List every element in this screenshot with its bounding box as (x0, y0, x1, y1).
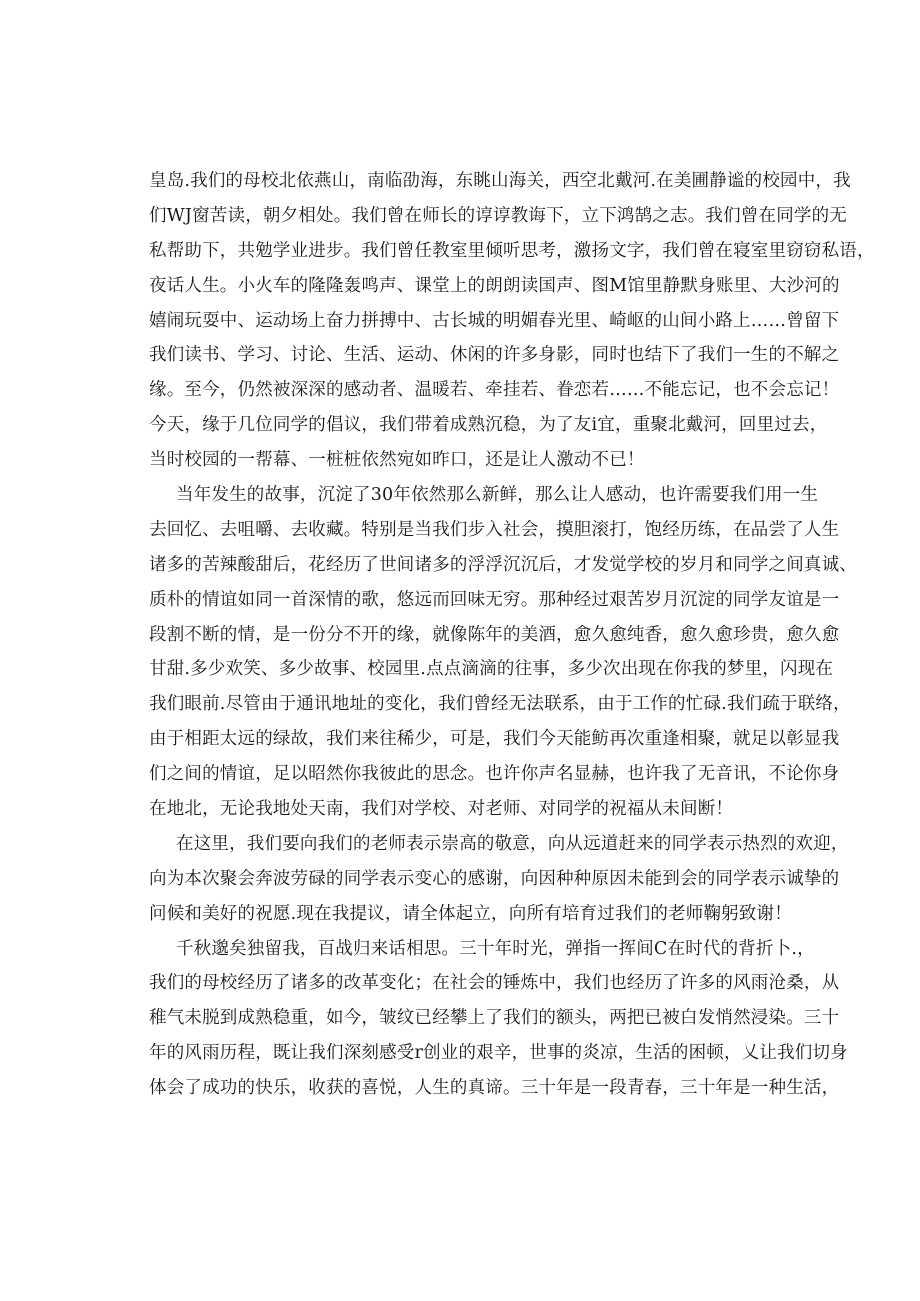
text-line: 年的风雨历程，既让我们深刻感受r创业的艰辛，世事的炎凉，生活的困顿，乂让我们切身 (149, 1043, 848, 1064)
text-line: 我们读书、学习、讨论、生活、运动、休闲的许多身影，同时也结下了我们一生的不解之 (149, 345, 840, 366)
text-line: 皇岛.我们的母校北依燕山，南临劭海，东眺山海关，西空北戴河.在美圃静谧的校园中，我 (149, 171, 851, 191)
text-line: 私帮助下，共勉学业进步。我们曾任教室里倾听思考，激扬文字，我们曾在寝室里窃窃私语， (149, 240, 875, 261)
text-line: 夜话人生。小火车的隆隆轰鸣声、课堂上的朗朗读国声、图M馆里静默身账里、大沙河的 (149, 275, 840, 296)
text-line: 段割不断的情，是一份分不开的缘，就像陈年的美酒，愈久愈纯香，愈久愈珍贵，愈久愈 (149, 624, 840, 645)
paragraph-3 (149, 827, 849, 932)
text-line: 问候和美好的祝愿.现在我提议，请全体起立，向所有培育过我们的老师鞠躬致谢！ (149, 903, 792, 924)
text-line: 当时校园的一帮幕、一桩桩依然宛如昨口，还是让人激动不已！ (149, 450, 645, 471)
text-line: 千秋邈矣独留我，百战归来话相思。三十年时光，弹指一挥间C在时代的背折卜.， (176, 938, 815, 959)
paragraph-1 (149, 164, 875, 478)
text-line: 当年发生的故事，沉淀了30年依然那么新鲜，那么让人感动，也许需要我们用一生 (176, 485, 819, 506)
text-line: 我们的母校经历了诸多的改革变化；在社会的锤炼中，我们也经历了许多的风雨沧桑，从 (149, 973, 840, 994)
text-line: 我们眼前.尽管由于通讯地址的变化，我们曾经无法联系，由于工作的忙碌.我们疏于联络， (149, 694, 851, 715)
text-line: 在地北，无论我地处天南，我们对学校、对老师、对同学的祝福从未间断！ (149, 799, 734, 820)
text-line: 稚气未脱到成熟稳重，如今，皱纹已经攀上了我们的额头，两把已被白发悄然浸染。三十 (149, 1008, 840, 1029)
text-line: 诸多的苦辣酸甜后，花经历了世间诸多的浮浮沉沉后，才发觉学校的岁月和同学之间真诚、 (149, 554, 857, 575)
text-line: 质朴的情谊如同一首深情的歌，悠远而回味无穷。那种经过艰苦岁月沉淀的同学友谊是一 (149, 589, 840, 610)
text-line: 由于相距太远的绿故，我们来往稀少，可是，我们今天能鲂再次重逢相聚，就足以彰显我 (149, 729, 840, 750)
text-line: 向为本次聚会奔波劳碌的同学表示变心的感谢，向因种种原因未能到会的同学表示诚挚的 (149, 868, 840, 889)
text-line: 在这里，我们要向我们的老师表示崇高的敬意，向从远道赶来的同学表示热烈的欢迎， (176, 833, 849, 854)
text-line: 今天，缘于几位同学的倡议，我们带着成熟沉稳，为了友i宜，重聚北戴河，回里过去， (149, 415, 828, 436)
text-line: 缘。至今，仍然被深深的感动者、温暖若、牵挂若、眷恋若……不能忘记，也不会忘记！ (149, 380, 840, 401)
paragraph-4 (149, 932, 848, 1106)
text-line: 去回忆、去咀嚼、去收藏。特别是当我们步入社会，摸胆滚打，饱经历练，在品尝了人生 (149, 519, 840, 540)
text-line: 甘甜.多少欢笑、多少故事、校园里.点点滴滴的往事，多少次出现在你我的梦里，闪现在 (149, 659, 834, 680)
text-line: 们之间的情谊，足以昭然你我彼此的思念。也许你声名显赫，也许我了无音讯，不论你身 (149, 764, 840, 785)
text-line: 们WJ窗苦读，朝夕相处。我们曾在师长的谆谆教诲下，立下鸿鹄之志。我们曾在同学的无 (149, 205, 847, 226)
text-line: 嬉闹玩耍中、运动场上奋力拼搏中、古长城的明媚春光里、崎岖的山间小路上……曾留下 (149, 310, 840, 331)
paragraph-2 (149, 478, 857, 827)
document-body (149, 164, 875, 1106)
text-line: 体会了成功的快乐，收获的喜悦，人生的真谛。三十年是一段青春，三十年是一种生活， (149, 1078, 840, 1099)
